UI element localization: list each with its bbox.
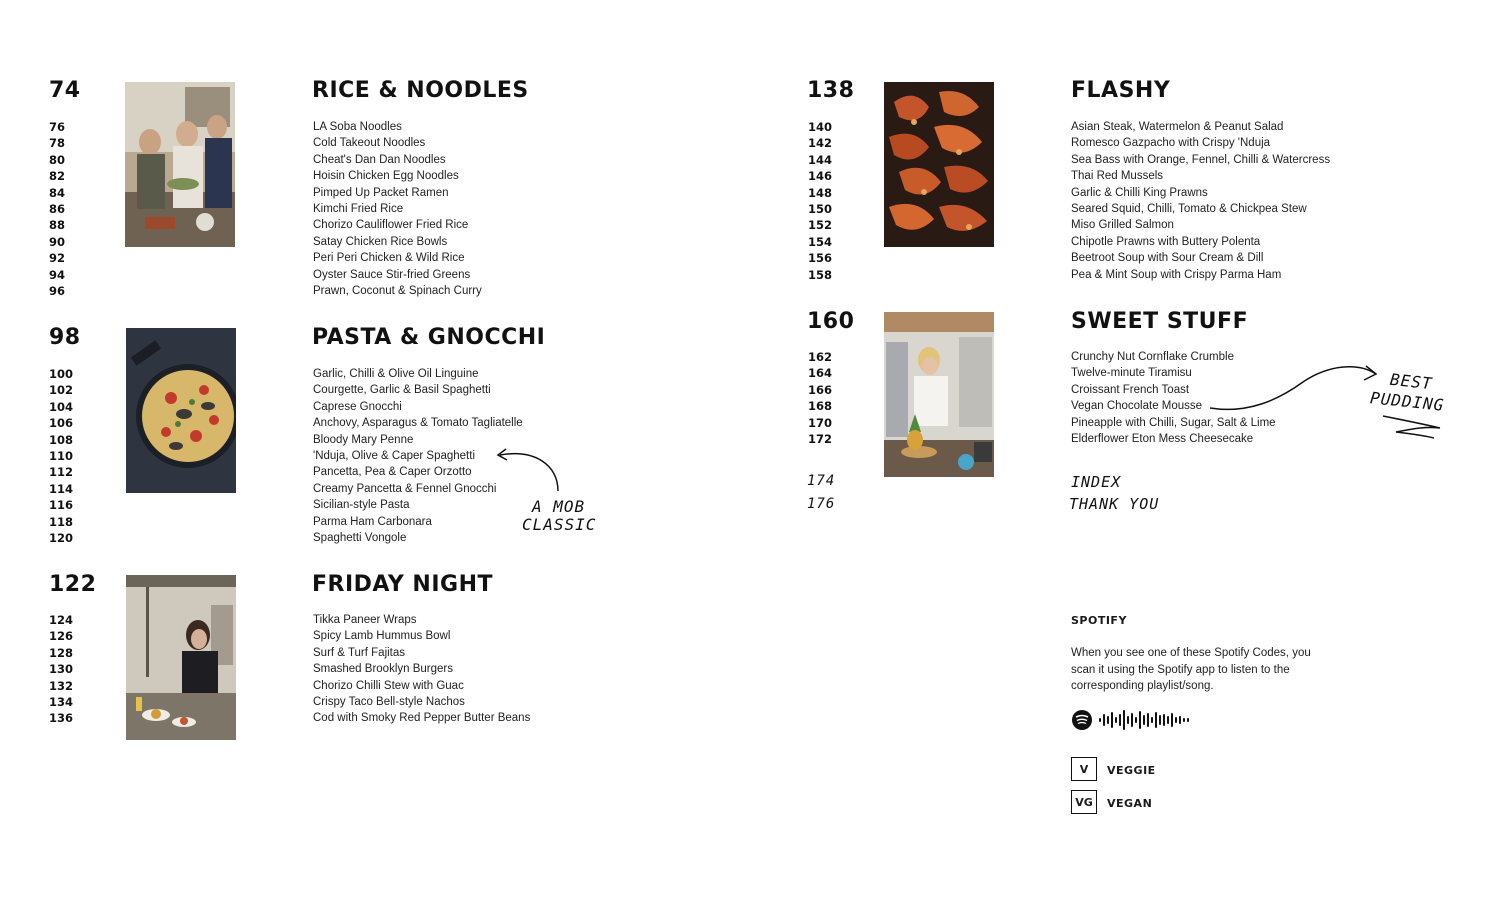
recipe-name: Spicy Lamb Hummus Bowl — [313, 630, 451, 643]
recipe-page-number: 80 — [49, 152, 66, 167]
recipe-name: Satay Chicken Rice Bowls — [313, 235, 448, 248]
recipe-page-number: 134 — [49, 694, 74, 709]
handwritten-note: CLASSIC — [522, 515, 597, 534]
section-page-number: 98 — [49, 325, 81, 350]
photo-flashy — [884, 82, 994, 247]
extra-page-number: 174 — [807, 473, 836, 489]
recipe-page-number: 104 — [49, 399, 74, 414]
recipe-page-number: 162 — [808, 350, 833, 364]
recipe-name: Hoisin Chicken Egg Noodles — [313, 170, 459, 183]
recipe-name: Cheat's Dan Dan Noodles — [313, 153, 446, 166]
recipe-name: Creamy Pancetta & Fennel Gnocchi — [313, 482, 497, 495]
recipe-page-number: 166 — [808, 382, 833, 397]
recipe-name: Vegan Chocolate Mousse — [1071, 400, 1203, 413]
recipe-page-number: 106 — [49, 416, 74, 431]
recipe-page-number: 94 — [49, 267, 66, 282]
recipe-name: Chorizo Cauliflower Fried Rice — [313, 219, 469, 232]
recipe-name: Crunchy Nut Cornflake Crumble — [1071, 351, 1234, 363]
recipe-name: Anchovy, Asparagus & Tomato Tagliatelle — [313, 417, 523, 430]
recipe-name: Oyster Sauce Stir-fried Greens — [313, 268, 471, 281]
curved-arrow-icon — [490, 445, 570, 495]
recipe-name: Garlic, Chilli & Olive Oil Linguine — [313, 368, 479, 380]
recipe-name: Courgette, Garlic & Basil Spaghetti — [313, 384, 491, 397]
recipe-page-number: 108 — [49, 432, 74, 447]
handwritten-note: PUDDING — [1369, 388, 1446, 415]
page-number-list — [49, 366, 73, 546]
recipe-page-number: 140 — [808, 120, 833, 134]
veggie-badge: V — [1071, 757, 1097, 781]
recipe-page-number: 154 — [808, 234, 833, 249]
spotify-title: SPOTIFY — [1071, 614, 1127, 627]
section-page-number: 138 — [807, 78, 855, 103]
recipe-name: Sicilian-style Pasta — [313, 499, 410, 512]
vegan-label: VEGAN — [1107, 797, 1153, 810]
recipe-name: Smashed Brooklyn Burgers — [313, 663, 453, 676]
recipe-name: Garlic & Chilli King Prawns — [1071, 186, 1208, 199]
section-title: RICE & NOODLES — [312, 78, 529, 103]
recipe-list — [313, 119, 482, 299]
recipe-name: Asian Steak, Watermelon & Peanut Salad — [1071, 121, 1284, 133]
recipe-page-number: 130 — [49, 662, 74, 677]
recipe-page-number: 142 — [808, 136, 833, 151]
recipe-name: 'Nduja, Olive & Caper Spaghetti — [313, 449, 476, 462]
recipe-name: Peri Peri Chicken & Wild Rice — [313, 252, 465, 265]
recipe-page-number: 132 — [49, 678, 74, 693]
recipe-name: Pea & Mint Soup with Crispy Parma Ham — [1071, 268, 1282, 281]
recipe-name: Beetroot Soup with Sour Cream & Dill — [1071, 252, 1264, 265]
recipe-page-number: 112 — [49, 465, 74, 480]
recipe-page-number: 78 — [49, 136, 66, 151]
recipe-page-number: 124 — [49, 613, 74, 627]
recipe-page-number: 114 — [49, 481, 74, 496]
recipe-name: Kimchi Fried Rice — [313, 202, 404, 215]
recipe-page-number: 136 — [49, 711, 74, 726]
spotify-description: When you see one of these Spotify Codes, you scan it using the Spotify app to listen to the corresponding playlist/song. — [1071, 647, 1311, 692]
page-number-list — [49, 612, 73, 727]
recipe-name: Surf & Turf Fajitas — [313, 646, 406, 659]
recipe-page-number: 150 — [808, 201, 833, 216]
photo-rice-noodles — [125, 82, 235, 247]
photo-friday-night — [126, 575, 236, 740]
recipe-page-number: 110 — [49, 448, 74, 463]
page-number-list — [808, 119, 832, 283]
handwritten-note: BEST — [1389, 369, 1434, 394]
recipe-name: Seared Squid, Chilli, Tomato & Chickpea Stew — [1071, 202, 1307, 215]
recipe-name: Pineapple with Chilli, Sugar, Salt & Lime — [1071, 416, 1276, 429]
recipe-name: Pimped Up Packet Ramen — [313, 186, 449, 199]
recipe-page-number: 128 — [49, 645, 74, 660]
recipe-name: Elderflower Eton Mess Cheesecake — [1071, 432, 1254, 445]
recipe-name: Romesco Gazpacho with Crispy 'Nduja — [1071, 137, 1271, 150]
recipe-name: Tikka Paneer Wraps — [313, 614, 417, 626]
recipe-page-number: 148 — [808, 185, 833, 200]
page-number-list — [49, 119, 65, 299]
recipe-page-number: 170 — [808, 415, 833, 430]
recipe-page-number: 116 — [49, 498, 74, 513]
extra-page-number: 176 — [807, 496, 836, 512]
vegan-badge: VG — [1071, 790, 1097, 814]
recipe-page-number: 156 — [808, 251, 833, 266]
recipe-name: Chorizo Chilli Stew with Guac — [313, 679, 464, 692]
photo-pasta-gnocchi — [126, 328, 236, 493]
section-page-number: 74 — [49, 78, 81, 103]
recipe-name: Croissant French Toast — [1071, 383, 1190, 396]
recipe-name: Spaghetti Vongole — [313, 531, 407, 544]
recipe-page-number: 158 — [808, 267, 833, 282]
photo-sweet-stuff — [884, 312, 994, 477]
recipe-name: Bloody Mary Penne — [313, 433, 414, 446]
recipe-page-number: 84 — [49, 185, 66, 200]
section-title: PASTA & GNOCCHI — [312, 325, 546, 350]
recipe-page-number: 120 — [49, 530, 74, 545]
recipe-page-number: 144 — [808, 152, 833, 167]
handwritten-note: A MOB — [532, 497, 586, 516]
recipe-name: Caprese Gnocchi — [313, 400, 402, 413]
recipe-page-number: 168 — [808, 399, 833, 414]
recipe-name: Prawn, Coconut & Spinach Curry — [313, 284, 482, 297]
recipe-list — [313, 612, 530, 727]
recipe-page-number: 100 — [49, 367, 74, 381]
recipe-name: Sea Bass with Orange, Fennel, Chilli & Watercress — [1071, 153, 1331, 166]
recipe-page-number: 76 — [49, 120, 66, 134]
recipe-name: Thai Red Mussels — [1071, 170, 1164, 183]
recipe-name: LA Soba Noodles — [313, 121, 402, 133]
recipe-name: Pancetta, Pea & Caper Orzotto — [313, 466, 472, 479]
extra-title: INDEX — [1071, 473, 1122, 491]
section-page-number: 122 — [49, 572, 97, 597]
recipe-name: Crispy Taco Bell-style Nachos — [313, 695, 465, 708]
recipe-name: Twelve-minute Tiramisu — [1071, 367, 1192, 380]
recipe-page-number: 126 — [49, 629, 74, 644]
section-page-number: 160 — [807, 309, 855, 334]
page-number-list — [808, 349, 832, 447]
recipe-page-number: 118 — [49, 514, 74, 529]
recipe-page-number: 164 — [808, 366, 833, 381]
recipe-page-number: 82 — [49, 169, 66, 184]
section-title: FLASHY — [1071, 78, 1171, 103]
recipe-page-number: 88 — [49, 218, 66, 233]
recipe-page-number: 92 — [49, 251, 66, 266]
section-title: SWEET STUFF — [1071, 309, 1249, 334]
recipe-name: Cold Takeout Noodles — [313, 137, 426, 150]
recipe-name: Chipotle Prawns with Buttery Polenta — [1071, 235, 1261, 248]
recipe-page-number: 146 — [808, 169, 833, 184]
recipe-name: Miso Grilled Salmon — [1071, 219, 1174, 232]
recipe-page-number: 86 — [49, 201, 66, 216]
extra-title: THANK YOU — [1069, 495, 1160, 513]
veggie-label: VEGGIE — [1107, 764, 1156, 777]
recipe-name: Parma Ham Carbonara — [313, 515, 432, 528]
recipe-page-number: 90 — [49, 234, 66, 249]
recipe-page-number: 96 — [49, 283, 66, 298]
recipe-name: Cod with Smoky Red Pepper Butter Beans — [313, 712, 531, 725]
recipe-page-number: 102 — [49, 383, 74, 398]
spotify-code-icon — [1071, 708, 1196, 732]
recipe-list — [1071, 119, 1330, 283]
recipe-page-number: 152 — [808, 218, 833, 233]
recipe-page-number: 172 — [808, 431, 833, 446]
section-title: FRIDAY NIGHT — [312, 572, 494, 597]
